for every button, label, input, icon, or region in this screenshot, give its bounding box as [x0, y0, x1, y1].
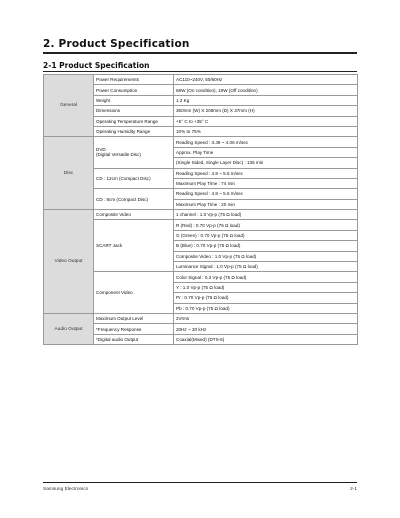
section-title: 2-1 Product Specification	[43, 61, 150, 70]
spec-value: Reading Speed : 4.8 ~ 5.6 m/sec	[174, 168, 358, 178]
spec-label: *Frequency Response	[94, 324, 174, 334]
spec-value: B (Blue) : 0.70 Vp-p (75 Ω load)	[174, 241, 358, 251]
spec-label-cd8: CD : 8cm (Compact Disc)	[94, 189, 174, 210]
spec-table	[43, 74, 358, 345]
category-audio-output: Audio Output	[44, 313, 94, 344]
spec-label: Power Consumption	[94, 85, 174, 95]
spec-value: (Single Sided, Single Layer Disc) : 135 min	[174, 158, 358, 168]
spec-label: Maximum Output Level	[94, 313, 174, 323]
table-row	[44, 137, 358, 147]
page-title: 2. Product Specification	[43, 38, 190, 50]
table-row	[44, 210, 358, 220]
spec-value: 1 channel : 1.0 Vp-p (75 Ω load)	[174, 210, 358, 220]
spec-value: Coaxial(Mixed) (DTS-5)	[174, 334, 358, 344]
spec-label: Power Requirements	[94, 75, 174, 85]
spec-value: 20Hz ~ 20 kHz	[174, 324, 358, 334]
category-disc: Disc	[44, 137, 94, 210]
spec-value: R (Red) : 0.70 Vp-p (75 Ω load)	[174, 220, 358, 230]
spec-label: *Digital audio Output	[94, 334, 174, 344]
table-row	[44, 313, 358, 323]
spec-value: Luminance Signal : 1.0 Vp-p (75 Ω load)	[174, 262, 358, 272]
spec-value: 360mm (W) X 208mm (D) X 37mm (H)	[174, 106, 358, 116]
spec-label-dvd: DVD (Digital Versatile Disc)	[94, 137, 174, 168]
spec-label-composite: Composite Video	[94, 210, 174, 220]
spec-label: Operating Temperature Range	[94, 116, 174, 126]
spec-value: 1.2 Kg	[174, 95, 358, 105]
spec-value: Approx. Play Time	[174, 147, 358, 157]
spec-value: Color Signal : 0.3 Vp-p (75 Ω load)	[174, 272, 358, 282]
spec-value: Y : 1.0 Vp-p (75 Ω load)	[174, 282, 358, 292]
spec-value: 68W (On condition), 19W (Off condition)	[174, 85, 358, 95]
spec-value: +5° C to +35° C	[174, 116, 358, 126]
spec-value: Composite Video : 1.0 Vp-p (75 Ω load)	[174, 251, 358, 261]
spec-value: Pr : 0.70 Vp-p (75 Ω load)	[174, 293, 358, 303]
spec-value: 2Vrms	[174, 313, 358, 323]
spec-value: Maximum Play Time : 20 min	[174, 199, 358, 209]
spec-label-cd12: CD : 12cm (Compact Disc)	[94, 168, 174, 189]
page-number: 2-1	[350, 487, 357, 492]
spec-value: Maximum Play Time : 74 min	[174, 178, 358, 188]
spec-value: Pb : 0.70 Vp-p (75 Ω load)	[174, 303, 358, 313]
category-video-output: Video Output	[44, 210, 94, 314]
category-general: General	[44, 75, 94, 137]
spec-value: 10% to 75%	[174, 126, 358, 136]
spec-label-component: Component Video	[94, 272, 174, 314]
section-rule	[43, 71, 357, 72]
spec-label: Weight	[94, 95, 174, 105]
table-row	[44, 75, 358, 85]
spec-label: Operating Humidity Range	[94, 126, 174, 136]
spec-value: Reading Speed : 4.8 ~ 5.6 m/sec	[174, 189, 358, 199]
spec-value: AC110~240V, 50/60Hz	[174, 75, 358, 85]
spec-value: Reading Speed : 3.49 ~ 4.06 m/sec	[174, 137, 358, 147]
footer-company: Samsung Electronics	[43, 487, 89, 492]
spec-label-scart: SCART Jack	[94, 220, 174, 272]
title-rule	[43, 52, 357, 54]
spec-value: G (Green) : 0.70 Vp-p (75 Ω load)	[174, 230, 358, 240]
spec-label: Dimensions	[94, 106, 174, 116]
footer-rule	[43, 482, 357, 483]
